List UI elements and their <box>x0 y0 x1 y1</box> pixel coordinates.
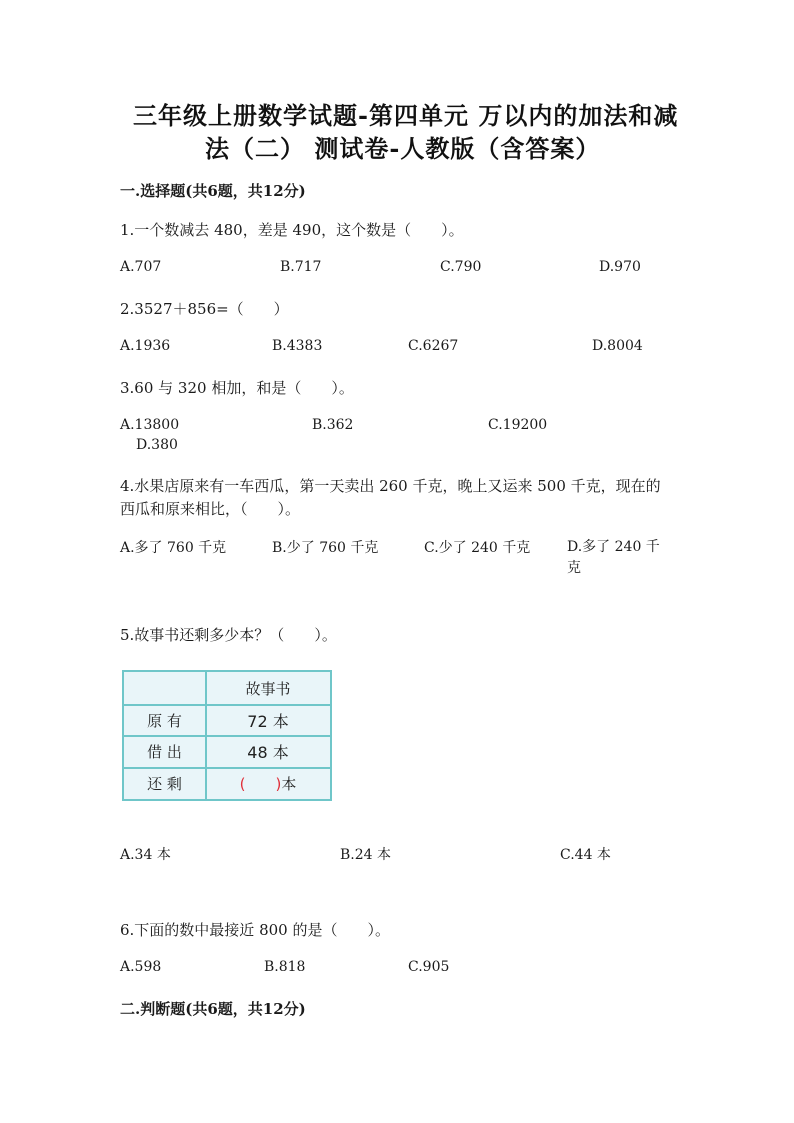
q1-option-d: D.970 <box>599 259 641 275</box>
page-title-line-2: 法（二） 测试卷-人教版（含答案） <box>205 134 601 163</box>
q4-option-d: D.多了 240 千克 <box>567 539 660 576</box>
q1-option-a: A.707 <box>120 259 162 275</box>
section-heading-judgement: 二.判断题(共6题，共12分) <box>120 1000 306 1018</box>
question-3: 3.60 与 320 相加，和是（ ）。 <box>120 379 354 397</box>
q5-option-a: A.34 本 <box>120 847 171 863</box>
question-1: 1.一个数减去 480，差是 490，这个数是（ ）。 <box>120 221 464 239</box>
q6-option-c: C.905 <box>408 959 450 975</box>
row-value-remaining <box>206 768 330 799</box>
question-4: 4.水果店原来有一车西瓜，第一天卖出 260 千克，晚上又运来 500 千克，现在的西瓜和原来相比，（ ）。 <box>120 477 661 518</box>
q4-option-a: A.多了 760 千克 <box>120 540 227 556</box>
unit-label: 本 <box>281 775 297 793</box>
row-label-remaining: 还 剩 <box>147 775 182 793</box>
q3-option-d: D.380 <box>136 437 178 453</box>
section-heading-choice: 一.选择题(共6题，共12分) <box>120 182 306 200</box>
q6-option-a: A.598 <box>120 959 162 975</box>
q4-option-c: C.少了 240 千克 <box>424 540 531 556</box>
answer-blank-paren: ( ) <box>239 775 282 793</box>
q5-option-c: C.44 本 <box>560 847 611 863</box>
row-label-lent: 借 出 <box>147 743 182 761</box>
q5-option-b: B.24 本 <box>340 847 392 863</box>
q2-option-b: B.4383 <box>272 338 323 354</box>
story-book-table <box>122 670 332 801</box>
question-5: 5.故事书还剩多少本？（ ）。 <box>120 626 337 644</box>
q2-option-a: A.1936 <box>120 338 171 354</box>
q1-option-b: B.717 <box>280 259 322 275</box>
table-header: 故事书 <box>245 679 291 698</box>
q1-option-c: C.790 <box>440 259 482 275</box>
question-6: 6.下面的数中最接近 800 的是（ ）。 <box>120 921 390 939</box>
q3-option-c: C.19200 <box>488 417 548 433</box>
page-title-line-1: 三年级上册数学试题-第四单元 万以内的加法和减 <box>133 101 679 130</box>
q3-option-a: A.13800 <box>120 417 180 433</box>
q3-option-b: B.362 <box>312 417 354 433</box>
row-value-original: 72 本 <box>247 711 289 731</box>
row-label-original: 原 有 <box>147 711 182 730</box>
question-2: 2.3527＋856=（ ） <box>120 300 289 318</box>
q2-option-c: C.6267 <box>408 338 459 354</box>
q4-option-b: B.少了 760 千克 <box>272 540 379 556</box>
q2-option-d: D.8004 <box>592 338 643 354</box>
row-value-lent: 48 本 <box>247 743 289 762</box>
q6-option-b: B.818 <box>264 959 306 975</box>
